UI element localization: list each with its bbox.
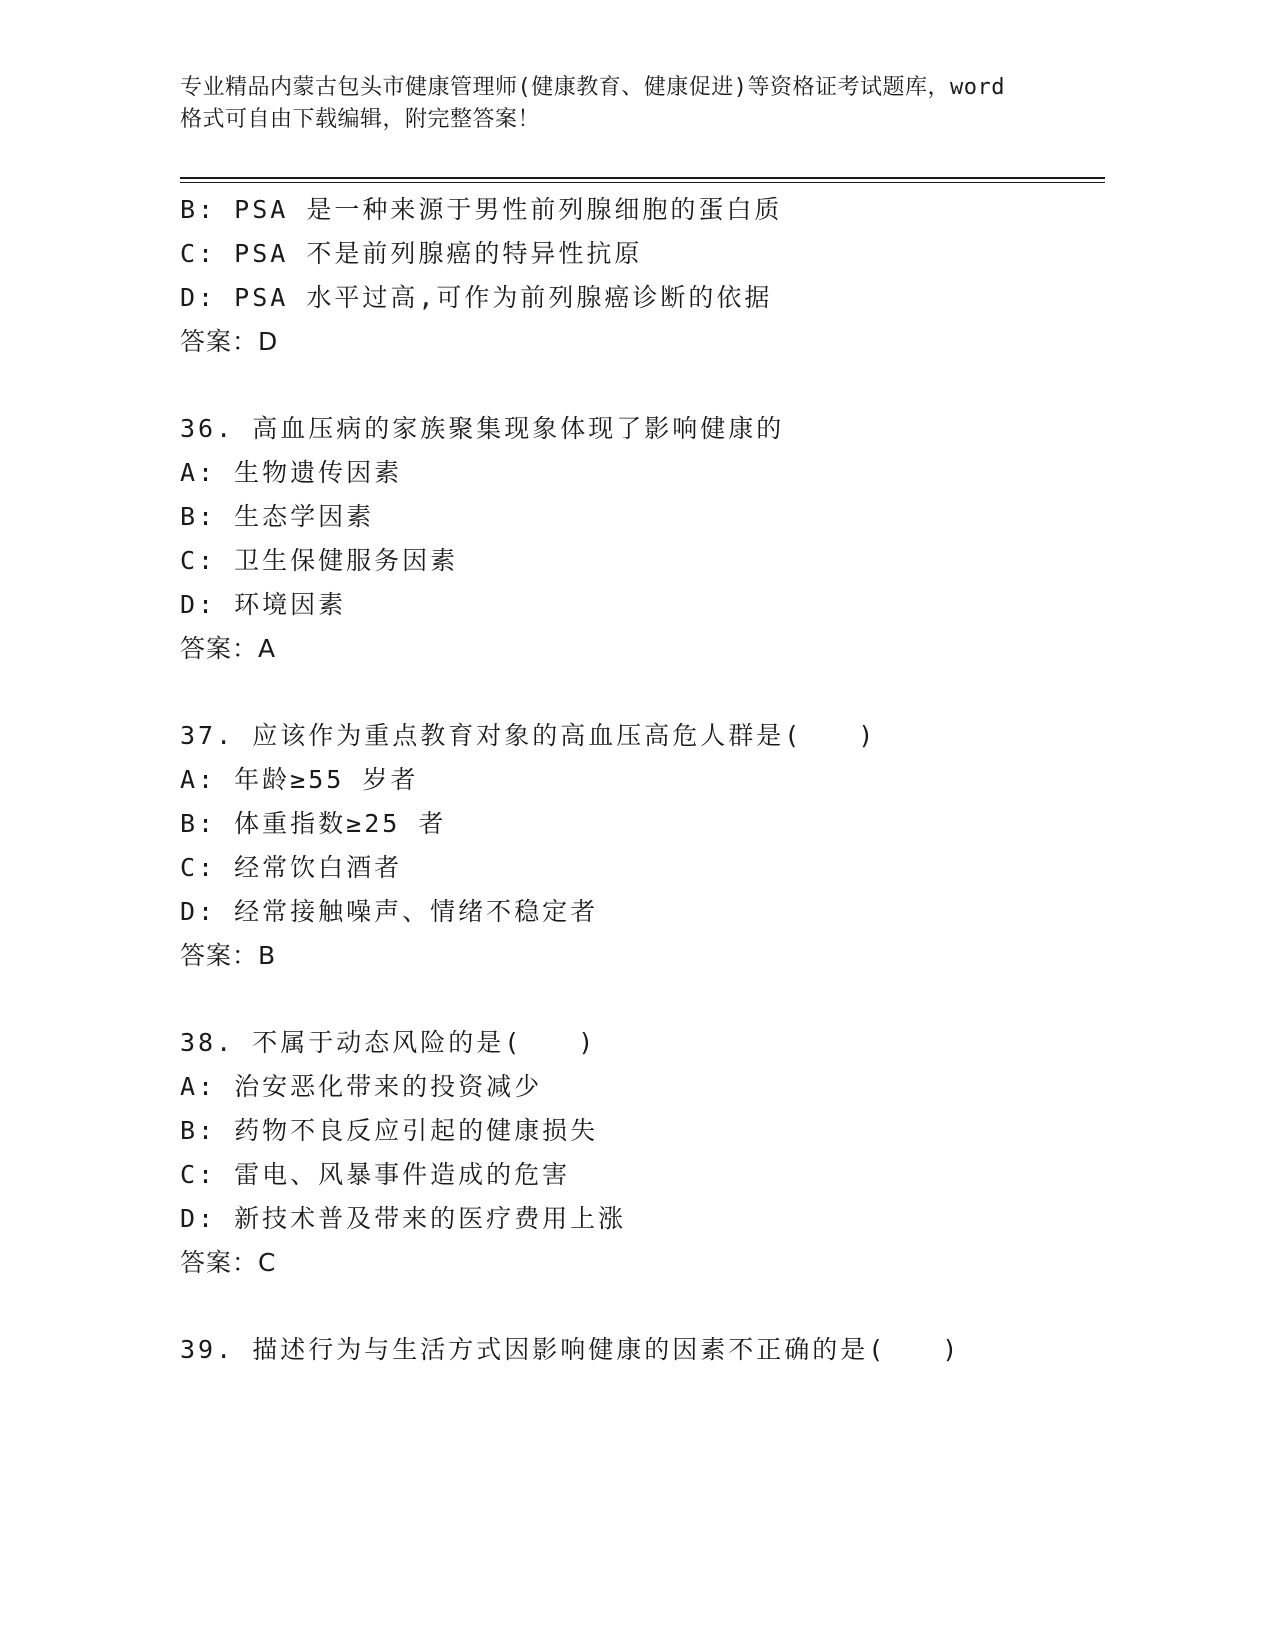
question-38 <box>180 1021 1105 1285</box>
option-b: B: 体重指数≥25 者 <box>180 809 447 838</box>
option-d: D: 环境因素 <box>180 590 347 619</box>
question-39 <box>180 1328 1105 1372</box>
spacer <box>180 671 1105 714</box>
question-fragment <box>180 188 1105 364</box>
question-list <box>180 188 1105 1372</box>
option-d: D: 经常接触噪声、情绪不稳定者 <box>180 897 599 926</box>
spacer <box>180 364 1105 407</box>
option-b: B: 生态学因素 <box>180 502 375 531</box>
option-c: C: PSA 不是前列腺癌的特异性抗原 <box>180 239 643 268</box>
option-c: C: 经常饮白酒者 <box>180 853 403 882</box>
question-stem: 37. 应该作为重点教育对象的高血压高危人群是( ) <box>180 721 877 750</box>
option-c: C: 雷电、风暴事件造成的危害 <box>180 1160 571 1189</box>
page-header <box>180 72 1080 136</box>
question-36 <box>180 407 1105 671</box>
option-d: D: PSA 水平过高,可作为前列腺癌诊断的依据 <box>180 283 773 312</box>
header-divider-thin <box>180 182 1105 183</box>
question-37 <box>180 714 1105 978</box>
question-stem: 38. 不属于动态风险的是( ) <box>180 1028 597 1057</box>
question-stem: 39. 描述行为与生活方式因影响健康的因素不正确的是( ) <box>180 1335 961 1364</box>
header-divider-thick <box>180 177 1105 179</box>
option-a: A: 年龄≥55 岁者 <box>180 765 419 794</box>
answer-line: 答案：C <box>180 1248 277 1277</box>
question-stem: 36. 高血压病的家族聚集现象体现了影响健康的 <box>180 414 785 443</box>
option-a: A: 生物遗传因素 <box>180 458 403 487</box>
header-line-1: 专业精品内蒙古包头市健康管理师(健康教育、健康促进)等资格证考试题库，word <box>180 75 1005 100</box>
option-b: B: 药物不良反应引起的健康损失 <box>180 1116 599 1145</box>
option-b: B: PSA 是一种来源于男性前列腺细胞的蛋白质 <box>180 195 783 224</box>
answer-line: 答案：A <box>180 634 277 663</box>
spacer <box>180 978 1105 1021</box>
header-line-2: 格式可自由下载编辑，附完整答案！ <box>180 107 541 132</box>
spacer <box>180 1285 1105 1328</box>
option-c: C: 卫生保健服务因素 <box>180 546 459 575</box>
option-a: A: 治安恶化带来的投资减少 <box>180 1072 543 1101</box>
answer-line: 答案：D <box>180 327 279 356</box>
option-d: D: 新技术普及带来的医疗费用上涨 <box>180 1204 627 1233</box>
answer-line: 答案：B <box>180 941 277 970</box>
